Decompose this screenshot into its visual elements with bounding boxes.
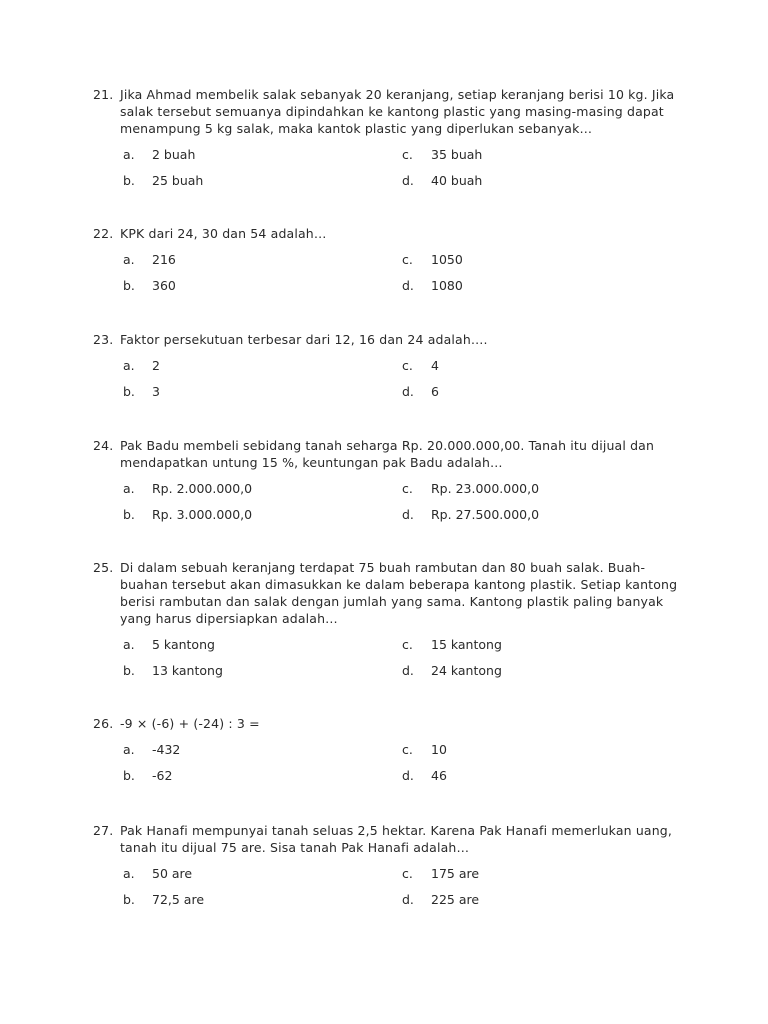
option-letter: d. (402, 892, 414, 907)
question-text: Pak Badu membeli sebidang tanah seharga Rp. 20.000.000,00. Tanah itu dijual dan mendapatkan untung 15 %, keuntungan pak Badu adalah… (120, 438, 655, 470)
question-stem (93, 822, 693, 856)
option-letter: b. (123, 892, 135, 907)
option-text: 1080 (431, 278, 463, 293)
question-stem (93, 86, 693, 137)
question-text: Jika Ahmad membelik salak sebanyak 20 keranjang, setiap keranjang berisi 10 kg. Jika salak tersebut semuanya dipindahkan ke kantong plastic yang masing-masing dapat menampung 5 kg salak, maka kantok plastic yang diperlukan sebanyak… (120, 87, 675, 136)
question-22 (93, 225, 693, 295)
question-number: 23. (93, 332, 114, 347)
answer-options (93, 741, 693, 785)
option-letter: c. (402, 742, 413, 757)
option-letter: a. (123, 637, 135, 652)
option-text: 1050 (431, 252, 463, 267)
question-text: -9 × (-6) + (-24) : 3 = (120, 716, 260, 731)
question-25 (93, 559, 693, 680)
option-text: 50 are (152, 866, 193, 881)
question-number: 27. (93, 823, 114, 838)
option-letter: c. (402, 358, 413, 373)
answer-options (93, 636, 693, 680)
option-letter: b. (123, 768, 135, 783)
option-text: 13 kantong (152, 663, 223, 678)
option-letter: d. (402, 384, 414, 399)
option-text: 46 (431, 768, 447, 783)
option-text: Rp. 2.000.000,0 (152, 481, 253, 496)
option-letter: d. (402, 768, 414, 783)
option-text: -62 (152, 768, 173, 783)
option-letter: d. (402, 663, 414, 678)
option-letter: a. (123, 866, 135, 881)
option-text: 4 (431, 358, 439, 373)
option-letter: c. (402, 252, 413, 267)
option-letter: a. (123, 481, 135, 496)
question-text: Faktor persekutuan terbesar dari 12, 16 dan 24 adalah…. (120, 332, 488, 347)
option-letter: a. (123, 358, 135, 373)
option-letter: d. (402, 507, 414, 522)
question-number: 24. (93, 438, 114, 453)
option-letter: c. (402, 481, 413, 496)
option-text: 24 kantong (431, 663, 502, 678)
option-text: 225 are (431, 892, 480, 907)
option-text: Rp. 3.000.000,0 (152, 507, 253, 522)
option-letter: b. (123, 507, 135, 522)
option-text: 72,5 are (152, 892, 205, 907)
answer-options (93, 480, 693, 524)
option-letter: a. (123, 147, 135, 162)
question-stem (93, 559, 693, 627)
question-26 (93, 715, 693, 785)
question-text: Di dalam sebuah keranjang terdapat 75 buah rambutan dan 80 buah salak. Buah-buahan tersebut akan dimasukkan ke dalam beberapa kantong plastik. Setiap kantong berisi rambutan dan salak dengan jumlah yang sama. Kantong plastik paling banyak yang harus dipersiapkan adalah… (120, 560, 678, 626)
option-text: 5 kantong (152, 637, 215, 652)
option-text: Rp. 27.500.000,0 (431, 507, 540, 522)
question-27 (93, 822, 693, 909)
option-text: 2 (152, 358, 160, 373)
option-letter: b. (123, 173, 135, 188)
question-stem (93, 225, 693, 242)
option-text: 175 are (431, 866, 480, 881)
option-text: 10 (431, 742, 447, 757)
option-text: 25 buah (152, 173, 204, 188)
question-number: 21. (93, 87, 114, 102)
option-letter: b. (123, 278, 135, 293)
question-24 (93, 437, 693, 524)
option-letter: a. (123, 252, 135, 267)
question-stem (93, 437, 693, 471)
option-letter: d. (402, 173, 414, 188)
question-text: Pak Hanafi mempunyai tanah seluas 2,5 hektar. Karena Pak Hanafi memerlukan uang, tanah itu dijual 75 are. Sisa tanah Pak Hanafi adalah… (120, 823, 672, 855)
option-letter: a. (123, 742, 135, 757)
answer-options (93, 251, 693, 295)
option-letter: b. (123, 663, 135, 678)
question-23 (93, 331, 693, 401)
option-letter: c. (402, 866, 413, 881)
option-letter: d. (402, 278, 414, 293)
question-number: 26. (93, 716, 114, 731)
option-text: 15 kantong (431, 637, 502, 652)
question-text: KPK dari 24, 30 dan 54 adalah… (120, 226, 327, 241)
option-letter: c. (402, 147, 413, 162)
question-stem (93, 715, 693, 732)
option-text: 40 buah (431, 173, 483, 188)
option-text: 6 (431, 384, 439, 399)
option-text: Rp. 23.000.000,0 (431, 481, 540, 496)
question-number: 25. (93, 560, 114, 575)
question-stem (93, 331, 693, 348)
answer-options (93, 357, 693, 401)
option-text: 2 buah (152, 147, 196, 162)
question-21 (93, 86, 693, 190)
option-text: 360 (152, 278, 176, 293)
option-text: 216 (152, 252, 176, 267)
option-text: 35 buah (431, 147, 483, 162)
question-number: 22. (93, 226, 114, 241)
answer-options (93, 865, 693, 909)
option-text: 3 (152, 384, 160, 399)
option-letter: c. (402, 637, 413, 652)
option-letter: b. (123, 384, 135, 399)
answer-options (93, 146, 693, 190)
option-text: -432 (152, 742, 181, 757)
